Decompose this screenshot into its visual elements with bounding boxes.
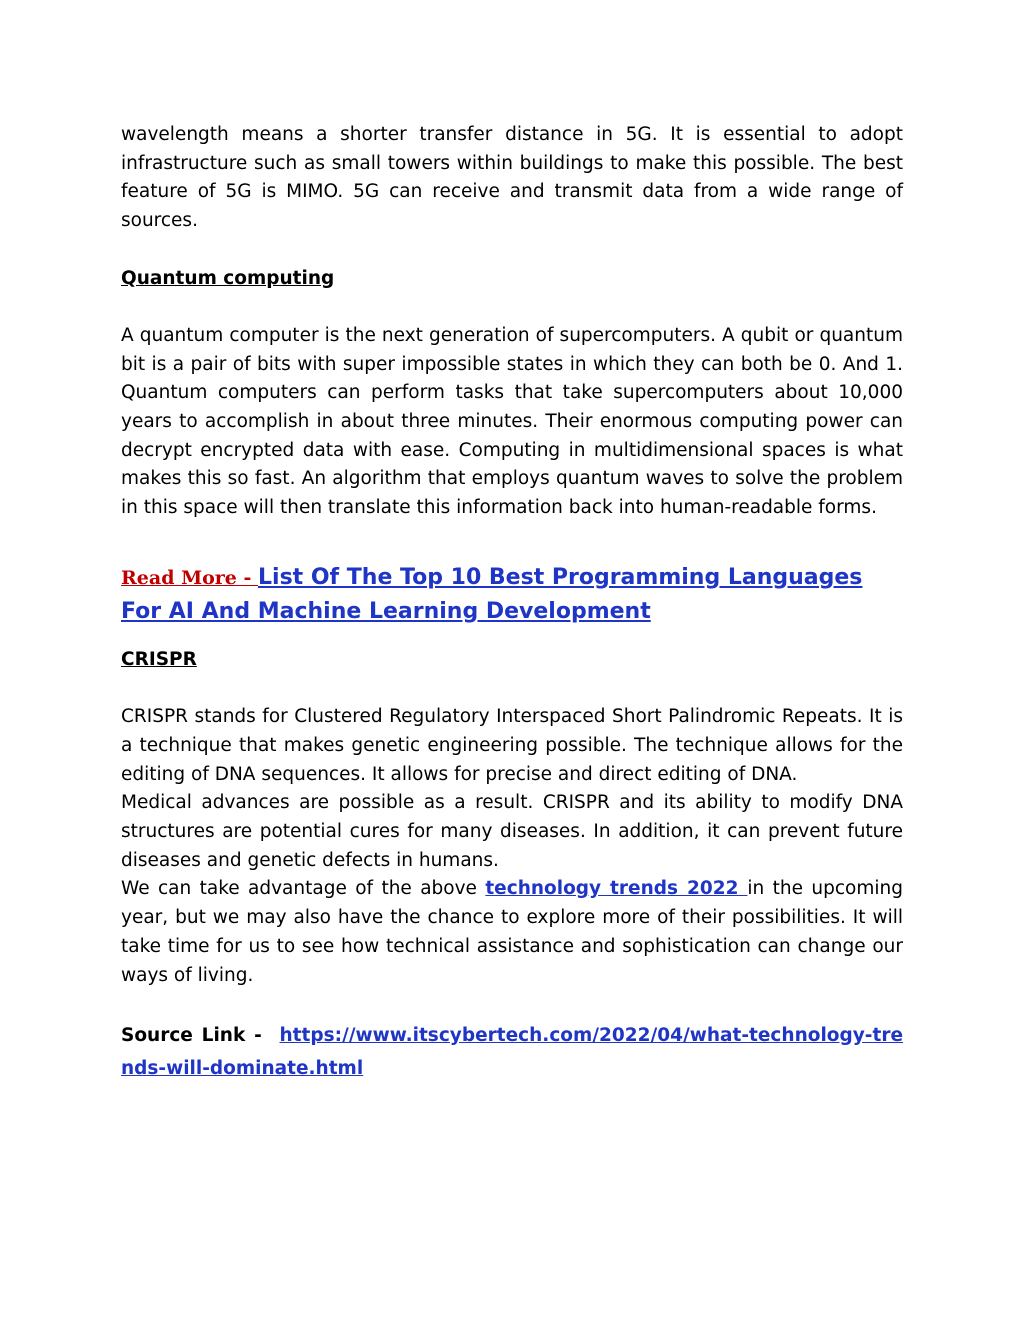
- source-label: Source Link -: [121, 1024, 280, 1046]
- spacer: [121, 236, 903, 265]
- crispr-paragraph-1: CRISPR stands for Clustered Regulatory Interspaced Short Palindromic Repeats. It is a technique that makes genetic engineering possible. The technique allows for the editing of DNA sequences. It allows for precise and direct editing of DNA.: [121, 706, 903, 785]
- read-more-label: Read More -: [121, 566, 259, 589]
- crispr-paragraph-3: [121, 875, 903, 990]
- document-page: [121, 121, 903, 1085]
- spacer: [121, 628, 903, 646]
- source-link[interactable]: https://www.itscybertech.com/2022/04/what-technology-trends-will-dominate.html: [121, 1024, 903, 1079]
- crispr-paragraph-3-after: in the upcoming year, but we may also have the chance to explore more of their possibilities. It will take time for us to see how technical assistance and sophistication can change our ways of living.: [121, 878, 904, 986]
- source-block: [121, 1019, 903, 1085]
- spacer: [121, 990, 903, 1019]
- spacer: [121, 675, 903, 704]
- quantum-paragraph: A quantum computer is the next generation of supercomputers. A qubit or quantum bit is a pair of bits with super impossible states in which they can both be 0. And 1. Quantum computers can perform tasks that take supercomputers about 10,000 years to accomplish in about three minutes. Their enormous computing power can decrypt encrypted data with ease. Computing in multidimensional spaces is what makes this so fast. An algorithm that employs quantum waves to solve the problem in this space will then translate this information back into human-readable forms.: [121, 324, 903, 519]
- read-more-link[interactable]: List Of The Top 10 Best Programming Languages For AI And Machine Learning Development: [121, 564, 863, 624]
- read-more-block: [121, 561, 903, 628]
- quantum-heading: Quantum computing: [121, 267, 335, 289]
- crispr-heading: CRISPR: [121, 648, 197, 670]
- crispr-paragraph-3-before: We can take advantage of the above: [121, 878, 486, 900]
- intro-paragraph: wavelength means a shorter transfer distance in 5G. It is essential to adopt infrastructure such as small towers within buildings to make this possible. The best feature of 5G is MIMO. 5G can receive and transmit data from a wide range of sources.: [121, 124, 903, 232]
- spacer: [121, 293, 903, 322]
- spacer: [121, 523, 903, 561]
- crispr-paragraph-2: Medical advances are possible as a result. CRISPR and its ability to modify DNA structures are potential cures for many diseases. In addition, it can prevent future diseases and genetic defects in humans.: [121, 792, 903, 871]
- technology-trends-link[interactable]: technology trends 2022: [485, 878, 748, 900]
